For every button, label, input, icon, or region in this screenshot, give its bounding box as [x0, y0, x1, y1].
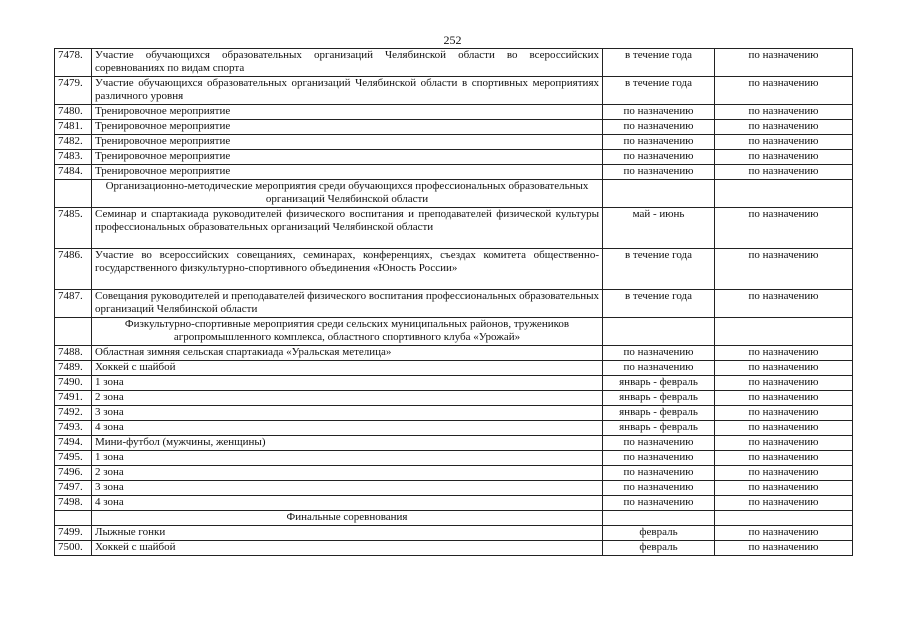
event-period: по назначению	[603, 346, 715, 361]
row-number: 7485.	[55, 208, 92, 249]
event-period: январь - февраль	[603, 406, 715, 421]
table-row	[55, 541, 853, 556]
table-row	[55, 105, 853, 120]
event-name: 3 зона	[92, 406, 603, 421]
row-number: 7484.	[55, 165, 92, 180]
event-location: по назначению	[715, 496, 853, 511]
row-number: 7495.	[55, 451, 92, 466]
event-name: 1 зона	[92, 451, 603, 466]
event-period: январь - февраль	[603, 421, 715, 436]
table-row	[55, 436, 853, 451]
table-row	[55, 526, 853, 541]
event-location: по назначению	[715, 346, 853, 361]
event-period: по назначению	[603, 436, 715, 451]
row-number: 7480.	[55, 105, 92, 120]
table-row	[55, 346, 853, 361]
event-location-empty	[715, 180, 853, 208]
row-number: 7494.	[55, 436, 92, 451]
row-number: 7498.	[55, 496, 92, 511]
event-location: по назначению	[715, 466, 853, 481]
event-period-empty	[603, 180, 715, 208]
table-row	[55, 77, 853, 105]
table-row	[55, 406, 853, 421]
event-period: по назначению	[603, 481, 715, 496]
row-number: 7491.	[55, 391, 92, 406]
row-number: 7496.	[55, 466, 92, 481]
event-name: Тренировочное мероприятие	[92, 120, 603, 135]
table-row	[55, 391, 853, 406]
event-period: по назначению	[603, 451, 715, 466]
row-number: 7482.	[55, 135, 92, 150]
event-name: Мини-футбол (мужчины, женщины)	[92, 436, 603, 451]
row-number: 7500.	[55, 541, 92, 556]
row-number: 7478.	[55, 49, 92, 77]
event-name: Тренировочное мероприятие	[92, 150, 603, 165]
section-header-row	[55, 318, 853, 346]
event-location: по назначению	[715, 105, 853, 120]
event-period: в течение года	[603, 249, 715, 290]
event-period: в течение года	[603, 77, 715, 105]
row-number: 7489.	[55, 361, 92, 376]
event-name: Лыжные гонки	[92, 526, 603, 541]
row-number: 7497.	[55, 481, 92, 496]
row-number: 7488.	[55, 346, 92, 361]
event-location: по назначению	[715, 481, 853, 496]
row-number: 7493.	[55, 421, 92, 436]
row-number-empty	[55, 318, 92, 346]
table-row	[55, 361, 853, 376]
event-name: Хоккей с шайбой	[92, 361, 603, 376]
event-period: по назначению	[603, 165, 715, 180]
event-name: Областная зимняя сельская спартакиада «Уральская метелица»	[92, 346, 603, 361]
event-location: по назначению	[715, 451, 853, 466]
event-period-empty	[603, 318, 715, 346]
event-period: по назначению	[603, 361, 715, 376]
event-location: по назначению	[715, 541, 853, 556]
event-location: по назначению	[715, 249, 853, 290]
row-number: 7499.	[55, 526, 92, 541]
table-row	[55, 120, 853, 135]
event-name: 4 зона	[92, 496, 603, 511]
row-number-empty	[55, 511, 92, 526]
event-period: февраль	[603, 526, 715, 541]
row-number: 7479.	[55, 77, 92, 105]
table-row	[55, 466, 853, 481]
table-row	[55, 451, 853, 466]
event-period: январь - февраль	[603, 391, 715, 406]
event-name: Участие обучающихся образовательных организаций Челябинской области во всероссийских соревнованиях по видам спорта	[92, 49, 603, 77]
event-name: Хоккей с шайбой	[92, 541, 603, 556]
event-name: Тренировочное мероприятие	[92, 105, 603, 120]
event-period: по назначению	[603, 150, 715, 165]
row-number: 7487.	[55, 290, 92, 318]
event-location: по назначению	[715, 376, 853, 391]
row-number: 7490.	[55, 376, 92, 391]
section-header-row	[55, 511, 853, 526]
event-location: по назначению	[715, 391, 853, 406]
table-row	[55, 165, 853, 180]
event-name: 1 зона	[92, 376, 603, 391]
event-location: по назначению	[715, 135, 853, 150]
event-name: Тренировочное мероприятие	[92, 135, 603, 150]
table-row	[55, 249, 853, 290]
row-number: 7486.	[55, 249, 92, 290]
event-name: 3 зона	[92, 481, 603, 496]
event-name: Участие во всероссийских совещаниях, семинарах, конференциях, съездах комитета общественно-государственного физкультурно-спортивного объединения «Юность России»	[92, 249, 603, 290]
event-name: Совещания руководителей и преподавателей физического воспитания профессиональных образовательных организаций Челябинской области	[92, 290, 603, 318]
table-row	[55, 290, 853, 318]
event-name: 4 зона	[92, 421, 603, 436]
event-location: по назначению	[715, 406, 853, 421]
row-number: 7483.	[55, 150, 92, 165]
table-row	[55, 49, 853, 77]
event-location: по назначению	[715, 526, 853, 541]
events-table	[54, 48, 853, 556]
event-location: по назначению	[715, 120, 853, 135]
table-row	[55, 481, 853, 496]
table-row	[55, 208, 853, 249]
event-period: по назначению	[603, 105, 715, 120]
event-period: в течение года	[603, 49, 715, 77]
event-location: по назначению	[715, 208, 853, 249]
table-row	[55, 150, 853, 165]
event-period: февраль	[603, 541, 715, 556]
event-name: 2 зона	[92, 466, 603, 481]
event-location: по назначению	[715, 150, 853, 165]
section-heading: Организационно-методические мероприятия среди обучающихся профессиональных образовательных организаций Челябинской области	[92, 180, 603, 208]
event-period: май - июнь	[603, 208, 715, 249]
event-location: по назначению	[715, 49, 853, 77]
events-table-body	[55, 49, 853, 556]
event-period: по назначению	[603, 135, 715, 150]
row-number: 7481.	[55, 120, 92, 135]
final-heading: Финальные соревнования	[92, 511, 603, 526]
event-name: Тренировочное мероприятие	[92, 165, 603, 180]
event-location: по назначению	[715, 77, 853, 105]
event-location: по назначению	[715, 436, 853, 451]
event-name: 2 зона	[92, 391, 603, 406]
event-location: по назначению	[715, 290, 853, 318]
row-number-empty	[55, 180, 92, 208]
section-heading: Физкультурно-спортивные мероприятия среди сельских муниципальных районов, тружеников агропромышленного комплекса, областного спортивного клуба «Урожай»	[92, 318, 603, 346]
page-number: 252	[443, 33, 462, 47]
event-period-empty	[603, 511, 715, 526]
event-location-empty	[715, 511, 853, 526]
table-row	[55, 496, 853, 511]
event-name: Семинар и спартакиада руководителей физического воспитания и преподавателей физической культуры профессиональных образовательных организаций Челябинской области	[92, 208, 603, 249]
table-row	[55, 421, 853, 436]
event-period: по назначению	[603, 120, 715, 135]
event-name: Участие обучающихся образовательных организаций Челябинской области в спортивных мероприятиях различного уровня	[92, 77, 603, 105]
table-row	[55, 135, 853, 150]
event-period: по назначению	[603, 496, 715, 511]
event-location: по назначению	[715, 361, 853, 376]
table-row	[55, 376, 853, 391]
event-period: по назначению	[603, 466, 715, 481]
event-location: по назначению	[715, 421, 853, 436]
event-location-empty	[715, 318, 853, 346]
event-period: в течение года	[603, 290, 715, 318]
row-number: 7492.	[55, 406, 92, 421]
event-location: по назначению	[715, 165, 853, 180]
event-period: январь - февраль	[603, 376, 715, 391]
section-header-row	[55, 180, 853, 208]
